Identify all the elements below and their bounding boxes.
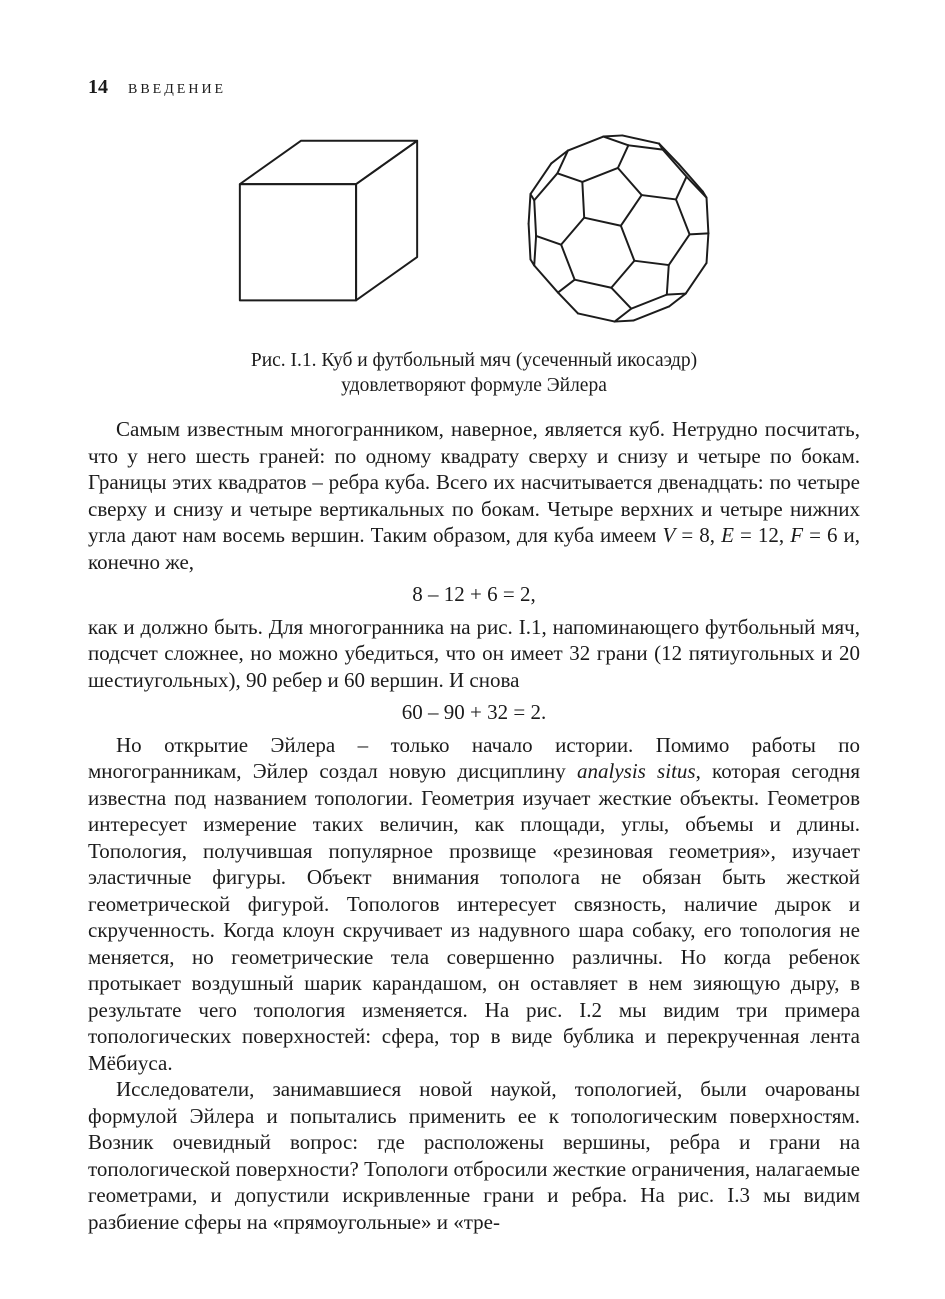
paragraph-soccer-ball: как и должно быть. Для многогранника на рис. I.1, напоминающего футбольный мяч, подсчет сложнее, но можно убедиться, что он имеет 32 грани (12 пятиугольных и 20 шестиугольных), 90 ребер и 60 вершин. И снова	[88, 614, 860, 692]
figure-caption	[88, 348, 860, 398]
math-var-E: E	[721, 523, 734, 547]
body-text	[88, 416, 860, 1235]
cube-line-drawing	[226, 127, 431, 324]
text-run: Но открытие Эйлера – только начало истории. Помимо работы по многогранникам, Эйлер создал новую дисциплину	[88, 732, 860, 783]
paragraph-topology	[88, 732, 860, 1077]
running-head: ВВЕДЕНИЕ	[128, 82, 227, 97]
text-run: Самым известным многогранником, наверное, является куб. Нетрудно посчитать, что у него шесть граней: по одному квадрату сверху и снизу и четыре по бокам. Границы этих квадратов – ребра куба. Всего их насчитывается двенадцать: по четыре сверху и снизу и четыре вертикальных по бокам. Четыре верхних и четыре нижних угла дают нам восемь вершин. Таким образом, для куба имеем	[88, 417, 860, 547]
euler-formula-ball: 60 – 90 + 32 = 2.	[401, 700, 547, 724]
figure-images	[88, 125, 860, 332]
paragraph-cube	[88, 416, 860, 575]
soccer-ball-line-drawing	[515, 125, 722, 332]
figure-caption-line1: Рис. I.1. Куб и футбольный мяч (усеченный икосаэдр)	[250, 350, 698, 371]
text-run: = 8,	[675, 523, 722, 547]
figure-I1	[88, 125, 860, 398]
text-run: = 6 и, конечно же,	[88, 523, 861, 574]
term-analysis-situs: analysis situs	[577, 759, 696, 783]
paragraph-researchers: Исследователи, занимавшиеся новой наукой, топологией, были очарованы формулой Эйлера и попытались применить ее к топологическим поверхностям. Возник очевидный вопрос: где расположены вершины, ребра и грани на топологической поверхности? Топологи отбросили жесткие ограничения, налагаемые геометрами, и допустили искривленные грани и ребра. На рис. I.3 мы видим разбиение сферы на «прямоугольные» и «тре-	[88, 1077, 860, 1234]
math-var-F: F	[790, 523, 804, 547]
euler-formula-cube: 8 – 12 + 6 = 2,	[412, 582, 536, 606]
text-run: = 12,	[733, 523, 791, 547]
running-header	[88, 76, 860, 99]
page-number: 14	[88, 76, 108, 98]
text-run: , которая сегодня известна под названием топологии. Геометрия изучает жесткие объекты. Геометров интересует измерение таких величин, как площади, углы, объемы и длины. Топология, получившая популярное прозвище «резиновая геометрия», изучает эластичные фигуры. Объект внимания тополога не обязан быть жесткой геометрической фигурой. Топологов интересует связность, наличие дырок и скрученность. Когда клоун скручивает из надувного шара собаку, его топология не меняется, но геометрические тела совершенно различны. Но когда ребенок протыкает воздушный шарик карандашом, он оставляет в нем зияющую дыру, в результате чего топология изменяется. На рис. I.2 мы видим три примера топологических поверхностей: сфера, тор в виде бублика и перекрученная лента Мёбиуса.	[88, 759, 860, 1075]
math-var-V: V	[662, 523, 676, 547]
figure-caption-line2: удовлетворяют формуле Эйлера	[341, 375, 607, 396]
